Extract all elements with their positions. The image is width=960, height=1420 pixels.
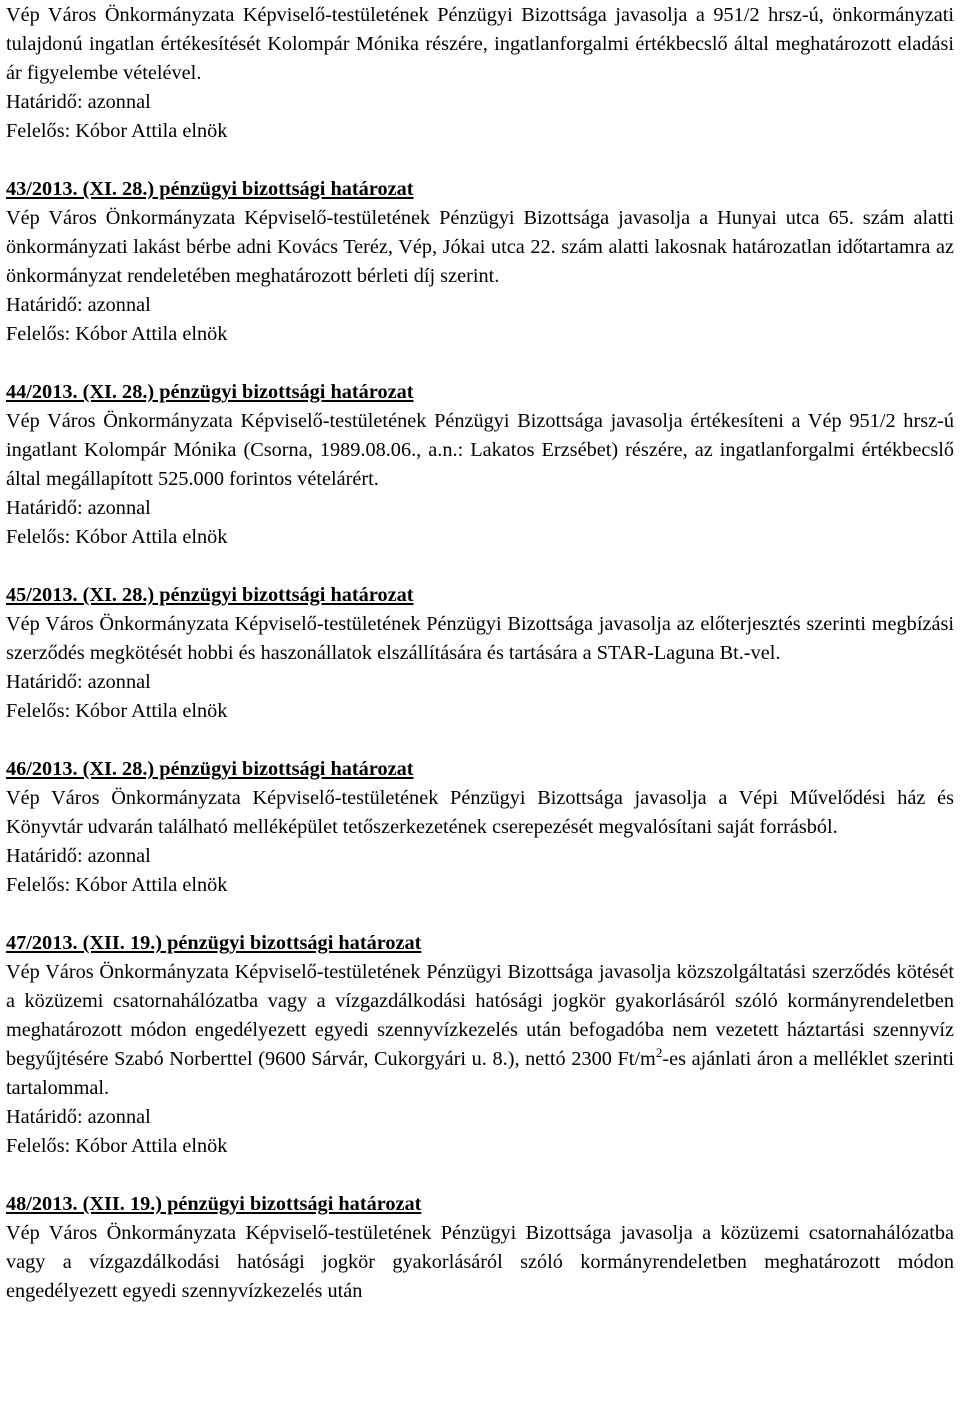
superscript-exponent: 2: [655, 1045, 663, 1060]
spacer: [6, 349, 954, 378]
resolution-text: Vép Város Önkormányzata Képviselő-testületének Pénzügyi Bizottsága javasolja az előterjesztés szerinti megbízási szerződés megkötését hobbi és haszonállatok elszállítására és tartására a STAR-Laguna Bt.-vel.: [6, 613, 954, 664]
resolution-text: Vép Város Önkormányzata Képviselő-testületének Pénzügyi Bizottsága javasolja a közüzemi csatornahálózatba vagy a vízgazdálkodási hatósági jogkör gyakorlásáról szóló kormányrendeletben meghatározott módon engedélyezett egyedi szennyvízkezelés után: [6, 1222, 954, 1302]
resolution-deadline: Határidő: azonnal: [6, 497, 151, 519]
resolution-heading: 44/2013. (XI. 28.) pénzügyi bizottsági határozat: [6, 381, 414, 403]
resolution-heading: 43/2013. (XI. 28.) pénzügyi bizottsági határozat: [6, 178, 414, 200]
resolution-responsible: Felelős: Kóbor Attila elnök: [6, 700, 228, 722]
resolution-heading: 48/2013. (XII. 19.) pénzügyi bizottsági határozat: [6, 1193, 422, 1215]
spacer: [6, 146, 954, 175]
resolution-text: Vép Város Önkormányzata Képviselő-testületének Pénzügyi Bizottsága javasolja a Vépi Művelődési ház és Könyvtár udvarán található melléképület tetőszerkezetének cserepezését megvalósítani saját forrásból.: [6, 787, 954, 838]
spacer: [6, 1161, 954, 1190]
intro-deadline: Határidő: azonnal: [6, 91, 151, 113]
resolution-heading: 47/2013. (XII. 19.) pénzügyi bizottsági határozat: [6, 932, 422, 954]
resolution-deadline: Határidő: azonnal: [6, 845, 151, 867]
resolution-responsible: Felelős: Kóbor Attila elnök: [6, 1135, 228, 1157]
resolution-deadline: Határidő: azonnal: [6, 294, 151, 316]
resolution-deadline: Határidő: azonnal: [6, 1106, 151, 1128]
resolution-heading: 45/2013. (XI. 28.) pénzügyi bizottsági határozat: [6, 584, 414, 606]
intro-responsible: Felelős: Kóbor Attila elnök: [6, 120, 228, 142]
resolution-deadline: Határidő: azonnal: [6, 671, 151, 693]
spacer: [6, 900, 954, 929]
resolution-responsible: Felelős: Kóbor Attila elnök: [6, 323, 228, 345]
resolution-text: Vép Város Önkormányzata Képviselő-testületének Pénzügyi Bizottsága javasolja a Hunyai utca 65. szám alatti önkormányzati lakást bérbe adni Kovács Teréz, Vép, Jókai utca 22. szám alatti lakosnak határozatlan időtartamra az önkormányzat rendeletében meghatározott bérleti díj szerint.: [6, 207, 954, 287]
resolution-responsible: Felelős: Kóbor Attila elnök: [6, 526, 228, 548]
resolution-text-part: Vép Város Önkormányzata Képviselő-testületének Pénzügyi Bizottsága javasolja közszolgáltatási szerződés kötését a közüzemi csatornahálózatba vagy a vízgazdálkodási hatósági jogkör gyakorlásáról szóló kormányrendeletben meghatározott módon engedélyezett egyedi szennyvízkezelés után befogadóba nem vezetett háztartási szennyvíz begyűjtésére Szabó Norberttel (9600 Sárvár, Cukorgyári u. 8.), nettó 2300 Ft/m: [6, 961, 954, 1070]
resolution-heading: 46/2013. (XI. 28.) pénzügyi bizottsági határozat: [6, 758, 414, 780]
spacer: [6, 552, 954, 581]
resolution-text: [6, 958, 954, 1103]
resolution-responsible: Felelős: Kóbor Attila elnök: [6, 874, 228, 896]
resolution-text: Vép Város Önkormányzata Képviselő-testületének Pénzügyi Bizottsága javasolja értékesíteni a Vép 951/2 hrsz-ú ingatlant Kolompár Mónika (Csorna, 1989.08.06., a.n.: Lakatos Erzsébet) részére, az ingatlanforgalmi értékbecslő által megállapított 525.000 forintos vételárért.: [6, 410, 954, 490]
spacer: [6, 726, 954, 755]
intro-text: Vép Város Önkormányzata Képviselő-testületének Pénzügyi Bizottsága javasolja a 951/2 hrsz-ú, önkormányzati tulajdonú ingatlan értékesítését Kolompár Mónika részére, ingatlanforgalmi értékbecslő által meghatározott eladási ár figyelembe vételével.: [6, 4, 954, 84]
resolution-text-part: -es ajánlati áron a melléklet szerinti tartalommal.: [6, 1048, 954, 1099]
